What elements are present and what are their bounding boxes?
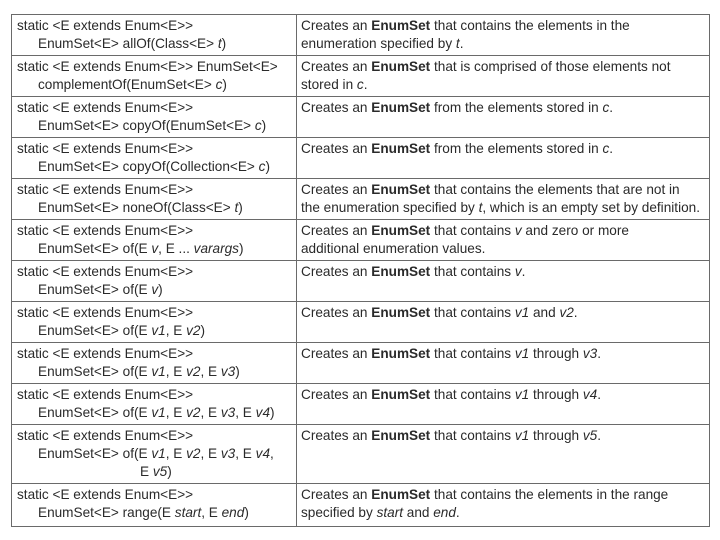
text-line [17,463,292,481]
text-line [17,345,292,363]
parameter-name: start [376,505,403,520]
method-description-cell [297,179,710,220]
table-row [12,302,710,343]
class-name-bold: EnumSet [371,264,431,279]
text-segment: , E [235,446,256,461]
parameter-name: v2 [559,305,574,320]
text-segment: ) [158,282,163,297]
text-line [17,99,292,117]
text-segment: static <E extends Enum<E>> [17,18,194,33]
text-segment: static <E extends Enum<E>> [17,100,194,115]
text-line [17,58,292,76]
text-segment: , [270,446,274,461]
method-signature-cell [12,97,297,138]
text-segment: stored in [301,77,357,92]
parameter-name: c [602,141,610,156]
table-row [12,484,710,527]
parameter-name: v [514,264,522,279]
method-signature-cell [12,15,297,56]
text-segment: ) [270,405,275,420]
text-segment: from the elements stored in [430,100,603,115]
method-signature-cell [12,220,297,261]
method-description-cell [297,484,710,527]
method-signature-cell [12,484,297,527]
text-segment: Creates an [301,141,372,156]
parameter-name: end [221,505,245,520]
parameter-name: v2 [186,405,201,420]
parameter-name: t [217,36,222,51]
text-segment: complementOf(EnumSet<E> [38,77,216,92]
text-segment: static <E extends Enum<E>> [17,487,194,502]
text-segment: Creates an [301,100,372,115]
text-line [301,263,705,281]
text-line [17,427,292,445]
text-segment: Creates an [301,223,372,238]
parameter-name: v2 [186,446,201,461]
parameter-name: c [602,100,610,115]
text-line [17,181,292,199]
parameter-name: v1 [151,446,166,461]
class-name-bold: EnumSet [371,141,431,156]
text-segment: , E [235,405,256,420]
text-segment: Creates an [301,305,372,320]
text-line [301,240,705,258]
text-segment: that is comprised of those elements not [430,59,671,74]
text-line [17,222,292,240]
parameter-name: v1 [514,346,530,361]
text-segment: specified by [301,505,377,520]
text-segment: , E [165,405,187,420]
parameter-name: v1 [151,364,166,379]
method-description-cell [297,15,710,56]
parameter-name: v [514,223,522,238]
text-segment: , which is an empty set by definition. [482,200,700,215]
text-line [17,240,292,258]
parameter-name: v3 [220,405,236,420]
text-line [301,304,705,322]
text-line [301,140,705,158]
text-segment: that contains the elements in the [430,18,630,33]
text-line [17,304,292,322]
parameter-name: v3 [220,364,236,379]
text-line [17,281,292,299]
text-segment: Creates an [301,59,372,74]
text-line [301,386,705,404]
text-segment: static <E extends Enum<E>> [17,346,194,361]
text-line [17,117,292,135]
parameter-name: v3 [582,346,598,361]
text-segment: Creates an [301,487,372,502]
text-segment: EnumSet<E> allOf(Class<E> [38,36,218,51]
text-line [301,345,705,363]
text-segment: ) [167,464,172,479]
text-segment: ) [200,323,205,338]
method-signature-cell [12,343,297,384]
text-segment: , E [201,505,222,520]
parameter-name: c [215,77,223,92]
text-line [17,363,292,381]
text-segment: EnumSet<E> noneOf(Class<E> [38,200,235,215]
text-segment: , E [200,364,221,379]
text-line [17,504,292,522]
text-segment: that contains [430,305,515,320]
text-segment: EnumSet<E> copyOf(Collection<E> [38,159,259,174]
parameter-name: end [433,505,456,520]
text-segment: . [455,505,460,520]
text-segment: and [529,305,560,320]
method-signature-cell [12,261,297,302]
parameter-name: v2 [186,323,201,338]
text-line [17,17,292,35]
parameter-name: c [258,159,266,174]
text-segment: , E ... [158,241,194,256]
table-row [12,15,710,56]
class-name-bold: EnumSet [371,223,431,238]
method-signature-cell [12,302,297,343]
table-row [12,384,710,425]
text-segment: that contains [430,264,515,279]
table-body [12,15,710,527]
text-segment: that contains [430,428,515,443]
text-segment: and zero or more [521,223,629,238]
class-name-bold: EnumSet [371,305,431,320]
method-description-cell [297,56,710,97]
table-row [12,261,710,302]
text-segment: static <E extends Enum<E>> [17,428,194,443]
parameter-name: v1 [514,428,530,443]
text-segment: the enumeration specified by [301,200,479,215]
text-segment: . [521,264,526,279]
class-name-bold: EnumSet [371,100,431,115]
table-row [12,179,710,220]
class-name-bold: EnumSet [371,182,431,197]
text-segment: . [573,305,578,320]
text-segment: Creates an [301,18,372,33]
text-segment: through [529,428,583,443]
text-segment: , E [200,446,221,461]
method-signature-cell [12,384,297,425]
class-name-bold: EnumSet [371,346,431,361]
text-line [17,386,292,404]
text-line [17,76,292,94]
parameter-name: v1 [151,405,166,420]
text-segment: static <E extends Enum<E>> [17,141,194,156]
parameter-name: v4 [255,446,270,461]
method-description-cell [297,302,710,343]
text-segment: that contains [430,387,515,402]
parameter-name: t [455,36,460,51]
text-line [17,140,292,158]
parameter-name: v2 [186,364,201,379]
method-signature-cell [12,179,297,220]
text-segment: EnumSet<E> of(E [38,241,152,256]
table-row [12,138,710,179]
parameter-name: v [151,241,159,256]
text-segment: EnumSet<E> of(E [38,405,152,420]
method-description-cell [297,261,710,302]
parameter-name: t [234,200,239,215]
text-segment: Creates an [301,182,372,197]
text-segment: EnumSet<E> of(E [38,282,152,297]
text-segment: . [363,77,368,92]
text-segment: , E [165,364,187,379]
class-name-bold: EnumSet [371,59,431,74]
text-segment: EnumSet<E> of(E [38,364,152,379]
text-segment: Creates an [301,346,372,361]
text-segment: . [609,141,614,156]
table-row [12,343,710,384]
parameter-name: t [478,200,483,215]
parameter-name: v1 [514,305,530,320]
parameter-name: start [174,505,202,520]
text-segment: Creates an [301,387,372,402]
text-segment: EnumSet<E> copyOf(EnumSet<E> [38,118,255,133]
text-line [301,99,705,117]
text-segment: that contains the elements that are not in [430,182,680,197]
parameter-name: v [151,282,159,297]
parameter-name: v4 [582,387,598,402]
text-segment: ) [244,505,249,520]
method-description-cell [297,220,710,261]
text-segment: ) [222,77,227,92]
text-segment: static <E extends Enum<E>> [17,387,194,402]
class-name-bold: EnumSet [371,428,431,443]
text-segment: that contains the elements in the range [430,487,669,502]
parameter-name: v1 [514,387,530,402]
text-segment: . [609,100,614,115]
text-segment: additional enumeration values. [301,241,486,256]
table-row [12,425,710,484]
method-description-cell [297,384,710,425]
text-line [301,427,705,445]
text-segment: ) [238,241,244,256]
text-segment: Creates an [301,264,372,279]
method-description-cell [297,425,710,484]
text-line [301,76,705,94]
table-row [12,56,710,97]
text-segment: static <E extends Enum<E>> [17,223,194,238]
table-row [12,97,710,138]
text-segment: , E [200,405,221,420]
text-segment: E [140,464,153,479]
text-segment: enumeration specified by [301,36,456,51]
method-description-cell [297,343,710,384]
text-segment: . [597,428,602,443]
text-segment: EnumSet<E> range(E [38,505,175,520]
text-segment: ) [238,200,243,215]
text-segment: . [597,346,602,361]
text-segment: , E [165,323,187,338]
text-segment: EnumSet<E> of(E [38,323,152,338]
text-segment: and [403,505,434,520]
text-line [17,158,292,176]
parameter-name: c [254,118,262,133]
text-line [17,322,292,340]
text-line [17,486,292,504]
enumset-methods-table [11,14,710,527]
text-line [17,199,292,217]
text-line [301,486,705,504]
text-segment: static <E extends Enum<E>> [17,182,194,197]
text-segment: static <E extends Enum<E>> EnumSet<E> [17,59,278,74]
parameter-name: v5 [152,464,168,479]
table-row [12,220,710,261]
method-signature-cell [12,425,297,484]
text-segment: that contains [430,223,515,238]
text-line [17,263,292,281]
class-name-bold: EnumSet [371,487,431,502]
text-segment: ) [265,159,270,174]
parameter-name: v3 [220,446,236,461]
text-segment: from the elements stored in [430,141,603,156]
text-line [17,404,292,422]
text-segment: Creates an [301,428,372,443]
text-segment: ) [261,118,267,133]
text-segment: static <E extends Enum<E>> [17,305,194,320]
text-line [301,222,705,240]
parameter-name: v1 [151,323,166,338]
text-line [17,445,292,463]
text-line [301,181,705,199]
text-line [17,35,292,53]
parameter-name: v4 [255,405,270,420]
method-signature-cell [12,138,297,179]
parameter-name: varargs [193,241,239,256]
text-segment: . [597,387,602,402]
text-line [301,17,705,35]
text-line [301,58,705,76]
text-segment: through [529,346,583,361]
text-line [301,35,705,53]
text-line [301,199,705,217]
method-description-cell [297,97,710,138]
text-segment: ) [235,364,240,379]
method-description-cell [297,138,710,179]
text-segment: static <E extends Enum<E>> [17,264,194,279]
text-line [301,504,705,522]
parameter-name: v5 [582,428,598,443]
text-segment: ) [221,36,227,51]
class-name-bold: EnumSet [371,387,431,402]
parameter-name: c [356,77,364,92]
text-segment: . [459,36,464,51]
method-signature-cell [12,56,297,97]
class-name-bold: EnumSet [371,18,431,33]
text-segment: EnumSet<E> of(E [38,446,152,461]
text-segment: that contains [430,346,515,361]
text-segment: , E [165,446,187,461]
text-segment: through [529,387,583,402]
